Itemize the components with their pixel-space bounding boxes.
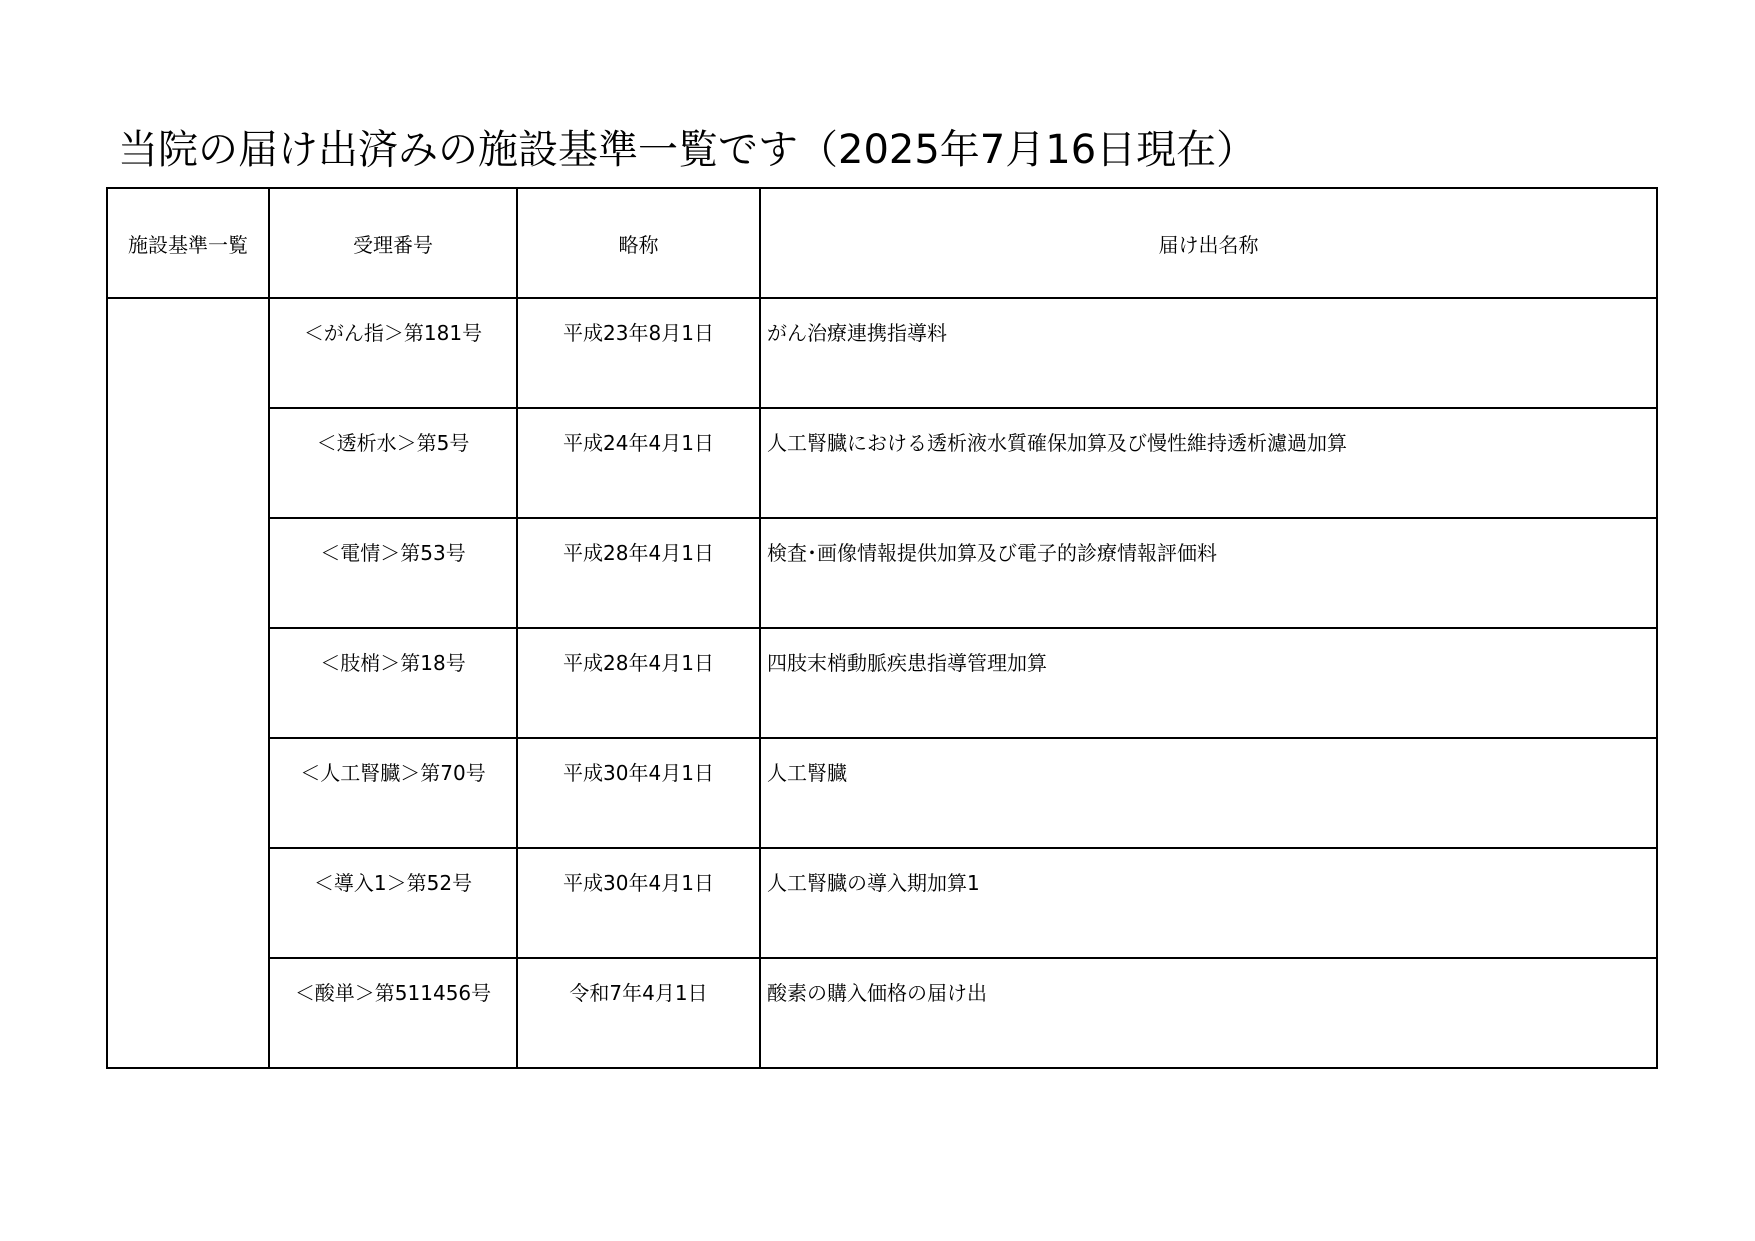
receipt-number-cell: ＜透析水＞第5号 [269,408,517,518]
receipt-number-cell: ＜導入1＞第52号 [269,848,517,958]
column-header-abbreviation: 略称 [517,188,760,298]
receipt-number-cell: ＜電情＞第53号 [269,518,517,628]
date-cell: 平成30年4月1日 [517,738,760,848]
filing-name-cell: 酸素の購入価格の届け出 [760,958,1657,1068]
column-header-receipt-number: 受理番号 [269,188,517,298]
date-cell: 平成28年4月1日 [517,518,760,628]
standards-merged-cell [107,298,269,1068]
table-row [107,848,1657,958]
receipt-number-cell: ＜酸単＞第511456号 [269,958,517,1068]
date-cell: 平成30年4月1日 [517,848,760,958]
date-cell: 平成28年4月1日 [517,628,760,738]
filing-name-cell: 四肢末梢動脈疾患指導管理加算 [760,628,1657,738]
facility-standards-table [106,187,1658,1069]
table-row [107,518,1657,628]
receipt-number-cell: ＜肢梢＞第18号 [269,628,517,738]
receipt-number-cell: ＜人工腎臓＞第70号 [269,738,517,848]
table-header-row [107,188,1657,298]
column-header-filing-name: 届け出名称 [760,188,1657,298]
filing-name-cell: 検査･画像情報提供加算及び電子的診療情報評価料 [760,518,1657,628]
column-header-standards: 施設基準一覧 [107,188,269,298]
table-row [107,628,1657,738]
table-row [107,298,1657,408]
table-row [107,958,1657,1068]
receipt-number-cell: ＜がん指＞第181号 [269,298,517,408]
date-cell: 平成23年8月1日 [517,298,760,408]
table-row [107,408,1657,518]
date-cell: 令和7年4月1日 [517,958,760,1068]
table-row [107,738,1657,848]
filing-name-cell: 人工腎臓における透析液水質確保加算及び慢性維持透析濾過加算 [760,408,1657,518]
filing-name-cell: 人工腎臓の導入期加算1 [760,848,1657,958]
filing-name-cell: がん治療連携指導料 [760,298,1657,408]
page-title: 当院の届け出済みの施設基準一覧です（2025年7月16日現在） [118,127,1257,173]
filing-name-cell: 人工腎臓 [760,738,1657,848]
date-cell: 平成24年4月1日 [517,408,760,518]
